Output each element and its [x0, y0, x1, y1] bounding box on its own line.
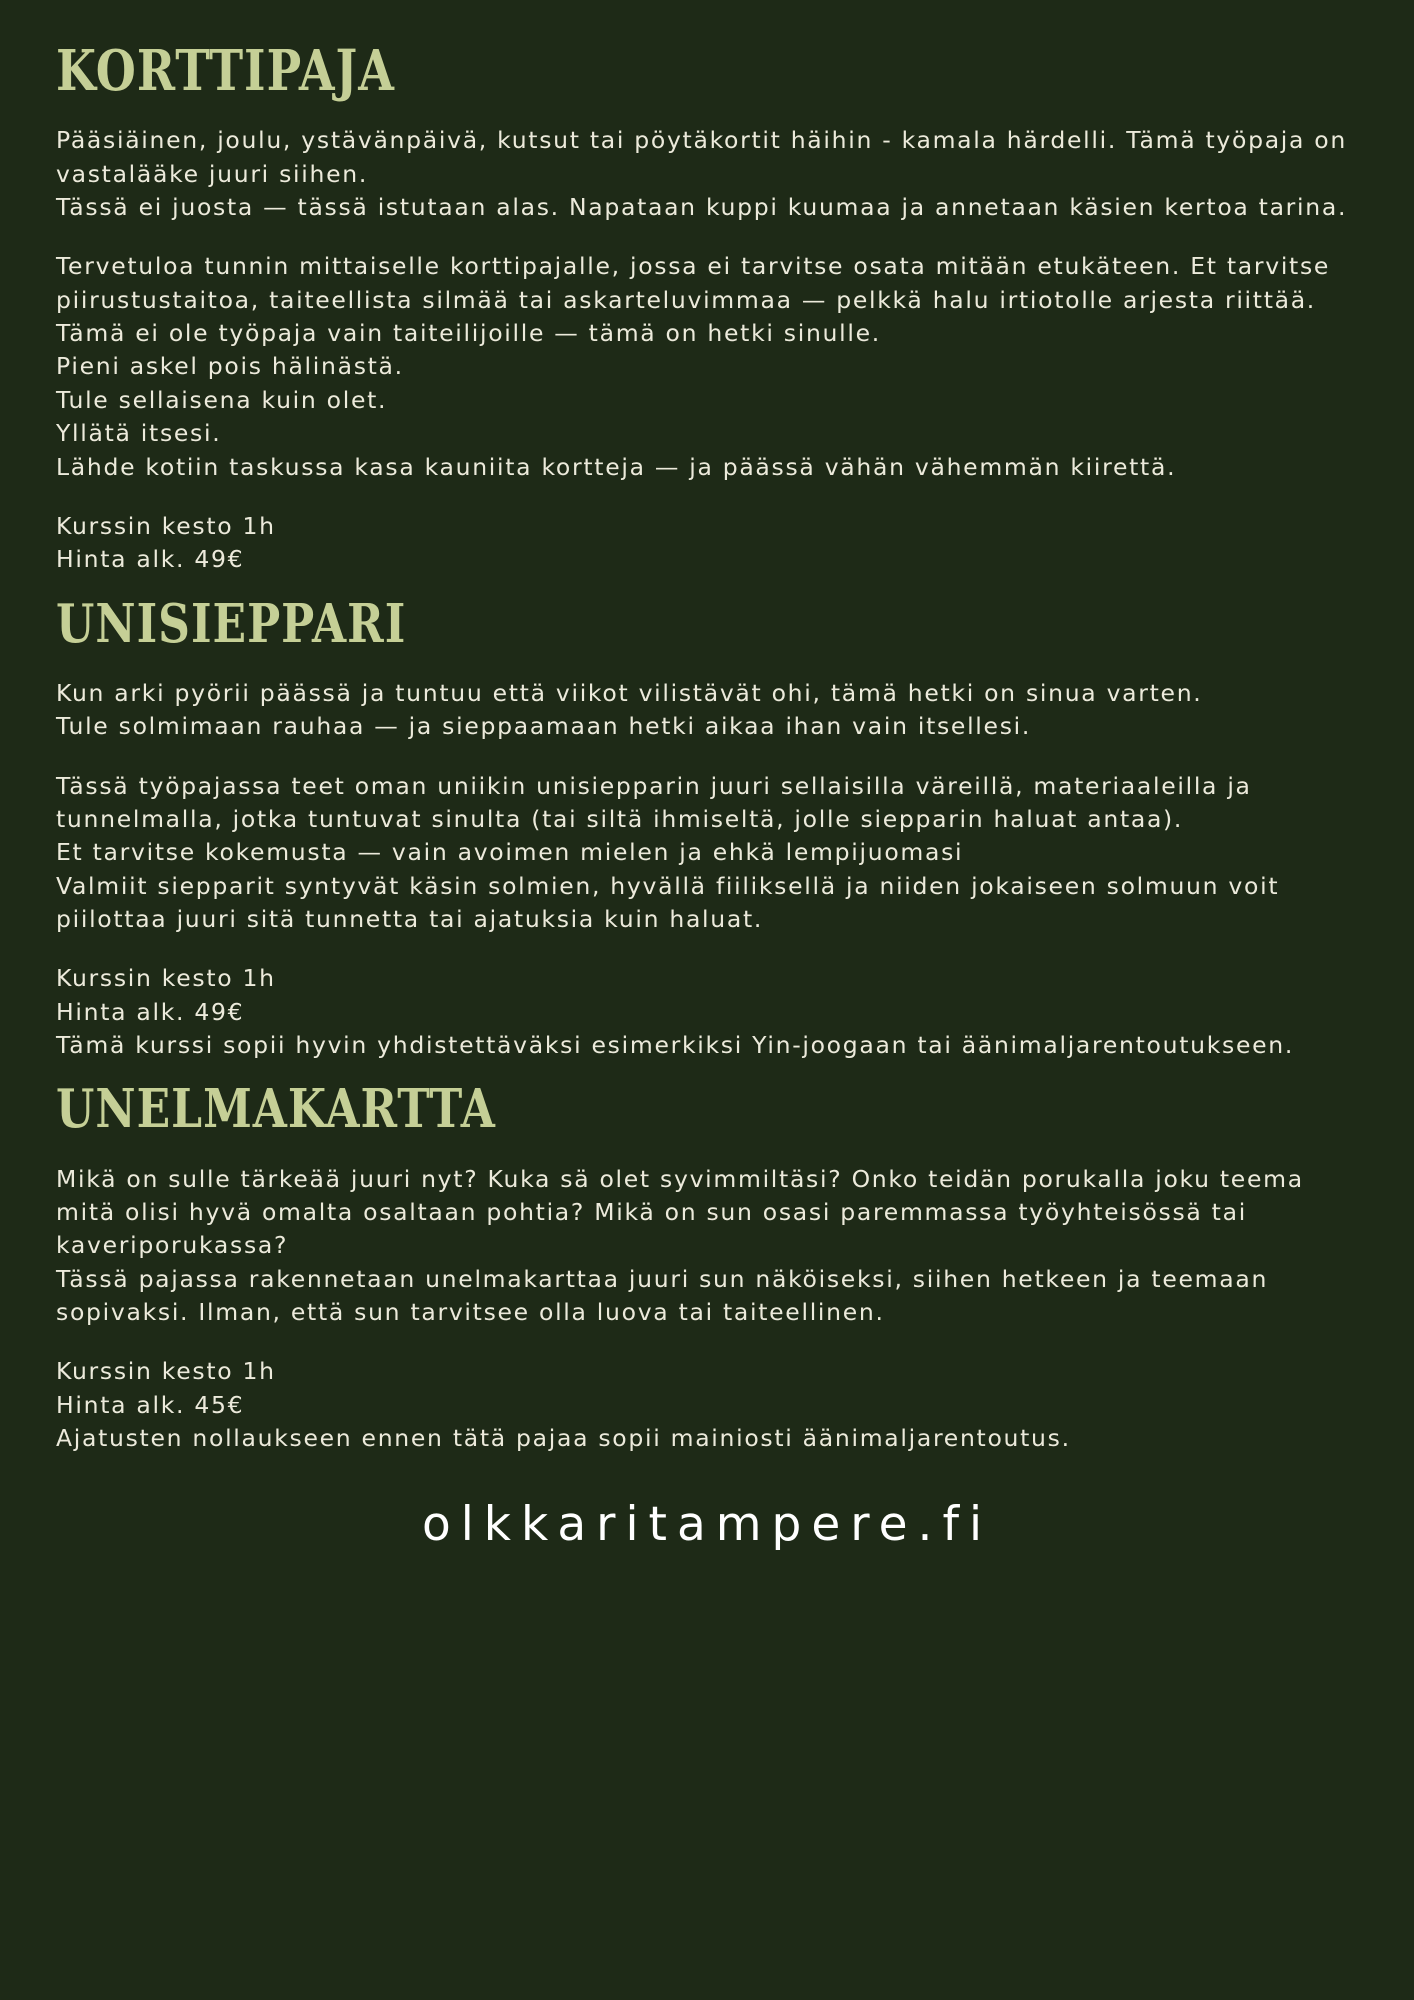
footer-website[interactable]: olkkaritampere.fi: [421, 1497, 993, 1553]
section-unisieppari: [56, 592, 1358, 1063]
section-title-wrap: [56, 1078, 1358, 1152]
paragraph: Tämä ei ole työpaja vain taiteilijoille — tämä on hetki sinulle.: [56, 319, 881, 348]
unelmakartta-description-block: [56, 1163, 1358, 1330]
paragraph: Kun arki pyörii päässä ja tuntuu että viikot vilistävät ohi, tämä hetki on sinua varten.: [56, 678, 1203, 707]
paragraph: Yllätä itsesi.: [56, 419, 222, 448]
paragraph: Tässä työpajassa teet oman uniikin unisiepparin juuri sellaisilla väreillä, materiaaleilla ja tunnelmalla, jotka tuntuvat sinulta (tai siltä ihmiseltä, jolle siepparin haluat antaa).: [56, 771, 1252, 833]
course-price: Hinta alk. 49€: [56, 997, 245, 1026]
spacer: [56, 936, 1358, 962]
paragraph: Lähde kotiin taskussa kasa kauniita kortteja — ja päässä vähän vähemmän kiirettä.: [56, 452, 1177, 481]
korttipaja-details-block: [56, 510, 1358, 577]
paragraph: Pieni askel pois hälinästä.: [56, 352, 404, 381]
section-title-wrap: [56, 592, 1358, 667]
spacer: [56, 224, 1358, 250]
paragraph: Pääsiäinen, joulu, ystävänpäivä, kutsut tai pöytäkortit häihin - kamala härdelli. Tämä työpaja on vastalääke juuri siihen.: [56, 126, 1347, 188]
unisieppari-intro-block: [56, 677, 1358, 744]
unelmakartta-details-block: [56, 1355, 1358, 1455]
paragraph: Tässä pajassa rakennetaan unelmakarttaa juuri sun näköiseksi, siihen hetkeen ja teemaan sopivaksi. Ilman, että sun tarvitsee olla luova tai taiteellinen.: [56, 1264, 1269, 1327]
course-note: Tämä kurssi sopii hyvin yhdistettäväksi esimerkiksi Yin-joogaan tai äänimaljarentoutukseen.: [56, 1031, 1295, 1060]
spacer: [56, 484, 1358, 510]
korttipaja-intro-block: [56, 124, 1358, 224]
page-title-unelmakartta: UNELMAKARTTA: [56, 1078, 496, 1141]
paragraph: Valmiit siepparit syntyvät käsin solmien, hyvällä fiiliksellä ja niiden jokaiseen solmuun voit piilottaa juuri sitä tunnetta tai ajatuksia kuin haluat.: [56, 871, 1280, 933]
course-note: Ajatusten nollaukseen ennen tätä pajaa sopii mainiosti äänimaljarentoutus.: [56, 1424, 1071, 1453]
course-price: Hinta alk. 45€: [56, 1390, 245, 1419]
course-duration: Kurssin kesto 1h: [56, 964, 276, 993]
section-korttipaja: [56, 37, 1358, 577]
paragraph: Et tarvitse kokemusta — vain avoimen mielen ja ehkä lempijuomasi: [56, 838, 964, 867]
paragraph: Tervetuloa tunnin mittaiselle korttipajalle, jossa ei tarvitse osata mitään etukäteen. Et tarvitse piirustustaitoa, taiteellista silmää tai askarteluvimmaa — pelkkä halu irtiotolle arjesta riittää.: [56, 252, 1331, 314]
paragraph: Tule sellaisena kuin olet.: [56, 385, 388, 414]
spacer: [56, 744, 1358, 770]
spacer: [56, 1329, 1358, 1355]
page-title-unisieppari: UNISIEPPARI: [56, 592, 407, 656]
paragraph: Tule solmimaan rauhaa — ja sieppaamaan hetki aikaa ihan vain itsellesi.: [56, 712, 1032, 741]
section-unelmakartta: [56, 1078, 1358, 1455]
unisieppari-description-block: [56, 770, 1358, 937]
section-title-wrap: [56, 37, 1358, 114]
page-title-korttipaja: KORTTIPAJA: [56, 37, 395, 104]
course-duration: Kurssin kesto 1h: [56, 511, 276, 540]
course-price: Hinta alk. 49€: [56, 545, 245, 574]
unisieppari-details-block: [56, 962, 1358, 1062]
korttipaja-description-block: [56, 250, 1358, 484]
course-duration: Kurssin kesto 1h: [56, 1357, 276, 1386]
paragraph: Tässä ei juosta — tässä istutaan alas. Napataan kuppi kuumaa ja annetaan käsien kertoa tarina.: [56, 193, 1348, 222]
paragraph: Mikä on sulle tärkeää juuri nyt? Kuka sä olet syvimmiltäsi? Onko teidän porukalla joku teema mitä olisi hyvä omalta osaltaan pohtia? Mikä on sun osasi paremmassa työyhteisössä tai kaveriporukassa?: [56, 1164, 1304, 1260]
